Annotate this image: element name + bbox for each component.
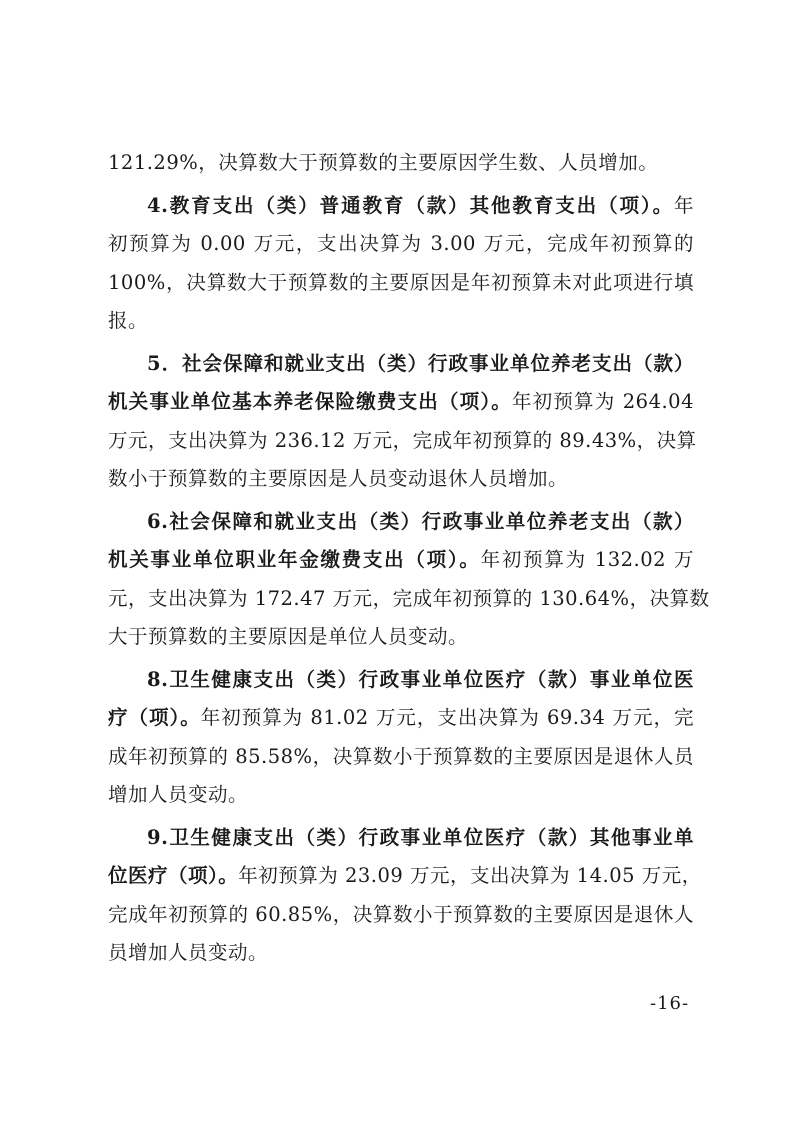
text-line: 大于预算数的主要原因是单位人员变动。: [108, 625, 469, 648]
text-line: 成年初预算的 85.58%，决算数小于预算数的主要原因是退休人员: [108, 744, 694, 768]
paragraph-other-institution-medical: [108, 819, 702, 973]
text-span: 年初预算为 23.09 万元，支出决算为 14.05 万元，: [238, 864, 702, 887]
text-span: 年初预算为 81.02 万元，支出决算为 69.34 万元，完: [200, 706, 694, 729]
item-heading: 5．社会保障和就业支出（类）行政事业单位养老支出（款）: [147, 351, 694, 375]
item-heading-continued: 机关事业单位职业年金缴费支出（项）。: [108, 548, 481, 571]
text-line: [108, 503, 694, 542]
paragraph-education-rate-continuation: [108, 144, 694, 183]
item-heading: 9.卫生健康支出（类）行政事业单位医疗（款）其他事业单: [147, 825, 694, 849]
text-line: [108, 345, 694, 384]
text-line: [108, 541, 694, 580]
document-body: [108, 144, 710, 973]
item-heading-continued: 机关事业单位基本养老保险缴费支出（项）。: [108, 390, 512, 413]
text-line: 增加人员变动。: [108, 783, 249, 806]
item-heading-continued: 位医疗（项）。: [108, 864, 239, 887]
text-line: [108, 699, 694, 738]
item-heading: 6.社会保障和就业支出（类）行政事业单位养老支出（款）: [147, 509, 694, 533]
paragraph-institution-medical: [108, 661, 694, 815]
item-heading: 4.教育支出（类）普通教育（款）其他教育支出（项）。: [147, 193, 674, 217]
text-line: 数小于预算数的主要原因是人员变动退休人员增加。: [108, 467, 569, 490]
text-line: 万元，支出决算为 236.12 万元，完成年初预算的 89.43%，决算: [108, 428, 697, 452]
text-line: 员增加人员变动。: [108, 941, 269, 964]
text-line: [108, 661, 694, 700]
text-span: 年: [673, 193, 694, 217]
item-heading-continued: 疗（项）。: [108, 706, 201, 729]
page-number: -16-: [650, 993, 690, 1014]
item-heading: 8.卫生健康支出（类）行政事业单位医疗（款）事业单位医: [147, 667, 694, 691]
paragraph-occupational-annuity: [108, 503, 710, 657]
paragraph-other-education-expenditure: [108, 187, 694, 341]
text-line: 121.29%，决算数大于预算数的主要原因学生数、人员增加。: [108, 151, 659, 174]
text-line: 元，支出决算为 172.47 万元，完成年初预算的 130.64%，决算数: [108, 586, 710, 610]
text-span: 年初预算为 132.02 万: [480, 548, 694, 571]
text-line: [108, 383, 694, 422]
text-line: 100%，决算数大于预算数的主要原因是年初预算未对此项进行填: [108, 270, 694, 294]
text-line: [108, 187, 694, 226]
text-line: 完成年初预算的 60.85%，决算数小于预算数的主要原因是退休人: [108, 902, 694, 926]
text-line: [108, 819, 694, 858]
text-line: 初预算为 0.00 万元，支出决算为 3.00 万元，完成年初预算的: [108, 232, 694, 255]
text-line: [108, 857, 702, 896]
text-line: 报。: [108, 309, 149, 332]
text-span: 年初预算为 264.04: [511, 390, 694, 413]
paragraph-basic-pension-insurance: [108, 345, 697, 499]
